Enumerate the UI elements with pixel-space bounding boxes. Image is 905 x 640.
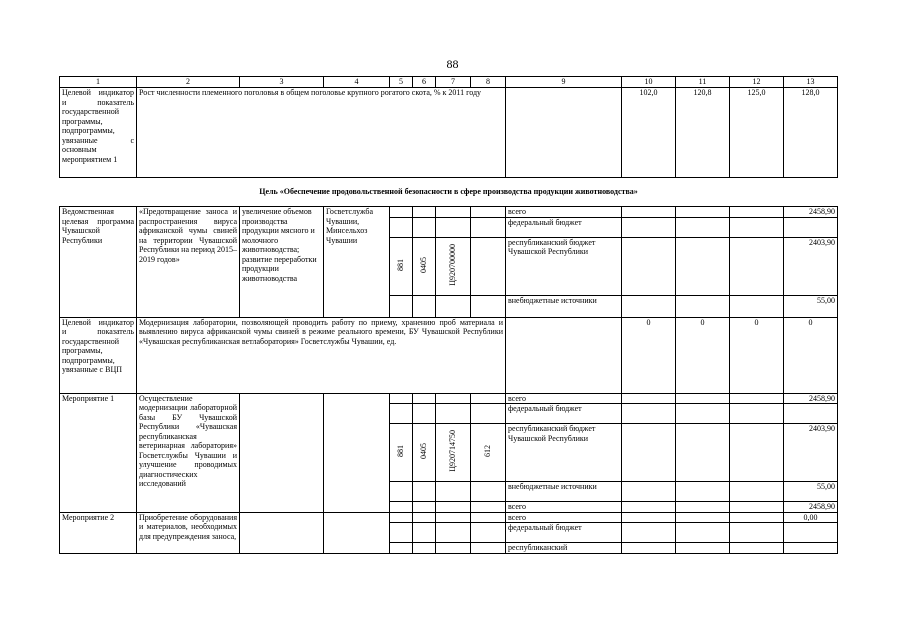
goal-row (60, 178, 838, 207)
col-header: 10 (622, 77, 676, 88)
measure-text: Приобретение оборудования и материалов, необходимых для предупреждения заноса, (137, 512, 240, 553)
value-cell: 125,0 (730, 88, 784, 178)
grbs-code: 881 (390, 237, 413, 295)
value-cell (784, 217, 838, 237)
rz-code: 0405 (413, 424, 436, 482)
value-cell: 55,00 (784, 295, 838, 317)
measure-row (60, 512, 838, 523)
col-header: 5 (390, 77, 413, 88)
source-cell: всего (506, 393, 622, 404)
value-cell: 0 (676, 317, 730, 393)
vcp-goal: увеличение объемов производства продукции мясного и молочного животноводства; развитие переработки продукции животноводства (240, 207, 324, 318)
vcp-row (60, 207, 838, 218)
source-cell: федеральный бюджет (506, 523, 622, 543)
indicator-text: Модернизация лаборатории, позволяющей проводить работу по приему, хранению проб материала и выявлению вируса африканской чумы свиней в режиме реального времени, БУ Чувашской Республики «Чувашская республиканская ветлаборатория» Госветслужбы Чувашии, ед. (137, 317, 506, 393)
value-cell: 0 (622, 317, 676, 393)
col-header: 8 (471, 77, 506, 88)
program-table (59, 76, 838, 554)
source-cell: республиканский (506, 543, 622, 554)
source-cell: внебюджетные источники (506, 295, 622, 317)
source-cell: внебюджетные источники (506, 482, 622, 502)
csr-code: Ц920714750 (436, 424, 471, 482)
value-cell (784, 404, 838, 424)
measure-name: Мероприятие 1 (60, 393, 137, 512)
col-header: 1 (60, 77, 137, 88)
column-numbers-row (60, 77, 838, 88)
value-cell (784, 543, 838, 554)
vcp-name: Ведомственная целевая программа Чувашской Республики (60, 207, 137, 318)
value-cell: 0 (730, 317, 784, 393)
indicator-row (60, 317, 838, 393)
measure-name: Мероприятие 2 (60, 512, 137, 553)
indicator-row (60, 88, 838, 178)
value-cell: 0 (784, 317, 838, 393)
col-header: 3 (240, 77, 324, 88)
vcp-executor: Госветслужба Чувашии, Минсельхоз Чувашии (324, 207, 390, 318)
indicator-text: Рост численности племенного поголовья в общем поголовье крупного рогатого скота, % к 2011 году (137, 88, 506, 178)
indicator-name: Целевой индикатор и показатель государственной программы, подпрограммы, увязанные с основным мероприятием 1 (60, 88, 137, 178)
goal-title: Цель «Обеспечение продовольственной безопасности в сфере производства продукции животноводства» (60, 178, 838, 207)
source-cell: республиканский бюджет Чувашской Республики (506, 237, 622, 295)
col-header: 13 (784, 77, 838, 88)
col-header: 7 (436, 77, 471, 88)
value-cell: 2403,90 (784, 424, 838, 482)
value-cell: 2458,90 (784, 207, 838, 218)
value-cell: 128,0 (784, 88, 838, 178)
source-cell: федеральный бюджет (506, 404, 622, 424)
source-cell: всего (506, 502, 622, 513)
value-cell: 2458,90 (784, 393, 838, 404)
csr-code: Ц920700000 (436, 237, 471, 295)
page-number: 88 (446, 57, 459, 71)
vcp-title: «Предотвращение заноса и распространения вируса африканской чумы свиней на территории Чувашской Республики на период 2015–2019 годов» (137, 207, 240, 318)
vr-code: 612 (471, 424, 506, 482)
col-header: 4 (324, 77, 390, 88)
source-cell: федеральный бюджет (506, 217, 622, 237)
indicator-name: Целевой индикатор и показатель государственной программы, подпрограммы, увязанные с ВЦП (60, 317, 137, 393)
grbs-code: 881 (390, 424, 413, 482)
col-header: 6 (413, 77, 436, 88)
value-cell: 120,8 (676, 88, 730, 178)
value-cell: 2458,90 (784, 502, 838, 513)
source-cell: республиканский бюджет Чувашской Республики (506, 424, 622, 482)
rz-code: 0405 (413, 237, 436, 295)
col-header: 2 (137, 77, 240, 88)
value-cell: 102,0 (622, 88, 676, 178)
col-header: 11 (676, 77, 730, 88)
measure-text: Осуществление модернизации лабораторной базы БУ Чувашской Республики «Чувашская республиканская ветеринарная лаборатория» Госветслужбы Чувашии и улучшение проводимых диагностических исследований (137, 393, 240, 512)
value-cell: 55,00 (784, 482, 838, 502)
source-cell: всего (506, 512, 622, 523)
value-cell: 0,00 (784, 512, 838, 523)
value-cell (784, 523, 838, 543)
measure-row (60, 393, 838, 404)
col-header: 9 (506, 77, 622, 88)
value-cell: 2403,90 (784, 237, 838, 295)
col-header: 12 (730, 77, 784, 88)
source-cell: всего (506, 207, 622, 218)
